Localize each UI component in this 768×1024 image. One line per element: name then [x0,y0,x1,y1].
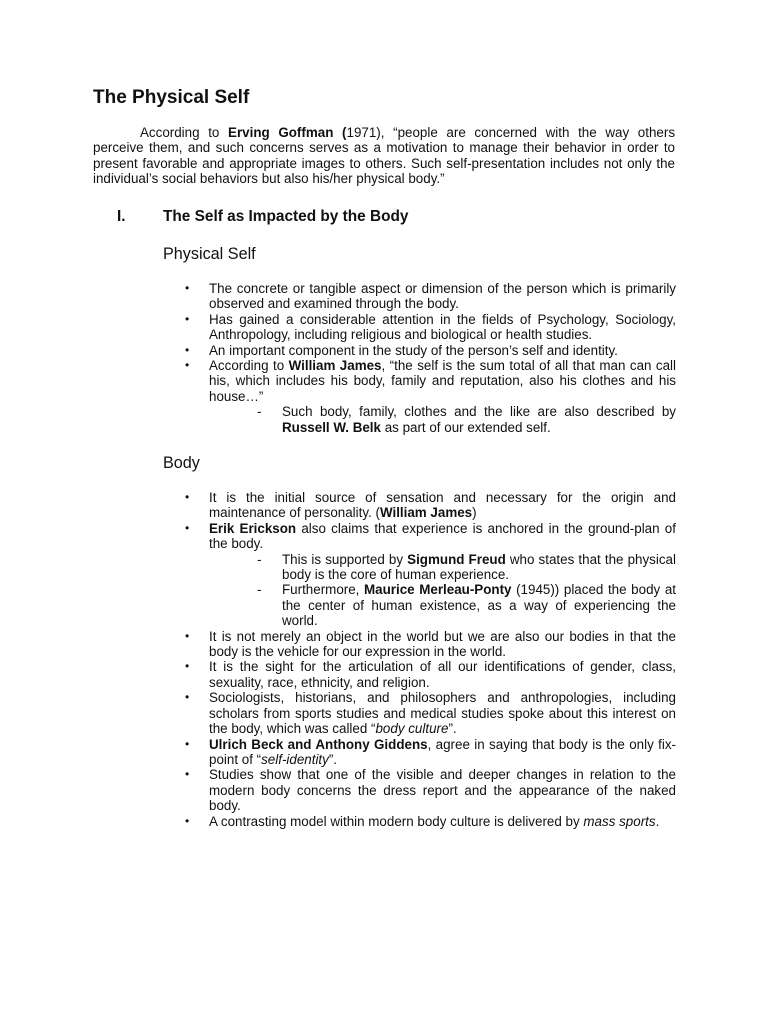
sub-list [209,552,676,629]
item-text: It is not merely an object in the world but we are also our bodies in that the body is the vehicle for our expression in the world. [209,628,676,660]
bullet-icon: • [185,767,190,782]
list-item [163,343,676,358]
person-name: William James [288,358,382,374]
item-text: A contrasting model within modern body culture is delivered by [209,813,584,829]
item-text: It is the initial source of sensation and necessary for the origin and maintenance of personality. ( [209,490,676,521]
dash-icon: - [257,404,262,420]
intro-paragraph [93,125,675,187]
item-text: The concrete or tangible aspect or dimension of the person which is primarily observed and examined through the body. [209,281,676,312]
sub-list-item [209,552,676,583]
item-text: It is the sight for the articulation of all our identifications of gender, class, sexuality, race, ethnicity, and religion. [209,659,676,690]
person-name: Sigmund Freud [407,551,506,567]
person-name: Ulrich Beck and Anthony Giddens [209,736,428,752]
intro-quote: 1971), “people are concerned with the way others perceive them, and such concerns serves as a motivation to manage their behavior in order to present favorable and appropriate images to others. Such self-presentation includes not only the individual’s social behaviors but also his/her physical body.” [93,125,676,187]
intro-author: Erving Goffman [228,125,334,140]
bullet-icon: • [185,813,190,828]
bullet-icon: • [185,311,190,326]
physical-self-heading: Physical Self [163,245,256,263]
dash-icon: - [257,551,262,567]
sub-list-item [209,582,676,628]
list-item [163,690,676,736]
item-text: Furthermore, [282,582,364,598]
bullet-icon: • [185,490,190,504]
list-item [163,281,676,312]
item-text: ”. [448,721,457,737]
item-text: According to [209,358,289,374]
intro-paren: ( [333,125,347,140]
item-text: An important component in the study of the person’s self and identity. [209,342,618,358]
bullet-icon: • [185,690,190,705]
document-title: The Physical Self [93,87,250,108]
sub-list [209,404,676,435]
physical-self-list [163,281,676,435]
emphasis-term: self-identity [261,751,329,767]
emphasis-term: mass sports [583,813,656,829]
list-item [163,659,676,690]
bullet-icon: • [185,358,190,373]
section-title: The Self as Impacted by the Body [163,208,409,225]
bullet-icon: • [185,659,190,674]
list-item [163,312,676,343]
list-item [163,814,676,829]
bullet-icon: • [185,342,190,357]
item-text: . [655,813,660,829]
section-heading [117,207,677,227]
item-text: , agree in saying that body is the only fix-point of “ [209,736,676,767]
bullet-icon: • [185,736,190,751]
emphasis-term: body culture [375,721,449,737]
item-text: Such body, family, clothes and the like are also described by [282,404,676,420]
item-text: , “the self is the sum total of all that man can call his, which includes his body, family and reputation, also his clothes and his house…” [209,358,677,404]
item-text: who states that the physical body is the core of human experience. [282,551,676,583]
person-name: Russell W. Belk [282,419,381,435]
list-item [163,358,676,435]
dash-icon: - [257,582,262,598]
item-text: ”. [328,751,338,767]
intro-text: According to [140,125,229,140]
person-name: Maurice Merleau-Ponty [364,582,512,598]
bullet-icon: • [185,628,190,643]
item-text: as part of our extended self. [380,419,551,435]
item-text: Sociologists, historians, and philosophers and anthropologies, including scholars from sports studies and medical studies spoke about this interest on the body, which was called “ [209,690,676,737]
item-text: Has gained a considerable attention in the fields of Psychology, Sociology, Anthropology, including religious and biological or health studies. [209,311,676,343]
bullet-icon: • [185,281,190,295]
list-item [163,767,676,813]
item-text: also claims that experience is anchored in the ground-plan of the body. [209,520,676,552]
list-item [163,737,676,768]
section-number: I. [117,208,126,225]
sub-list-item [209,404,676,435]
body-heading: Body [163,454,200,472]
body-list [163,490,676,829]
item-text: Studies show that one of the visible and deeper changes in relation to the modern body concerns the dress report and the appearance of the naked body. [209,767,676,814]
item-text: ) [472,505,477,521]
list-item [163,629,676,660]
bullet-icon: • [185,520,190,535]
item-text: (1945)) placed the body at the center of human existence, as a way of experiencing the world. [282,582,676,629]
list-item [163,521,676,629]
list-item [163,490,676,521]
person-name: Erik Erickson [209,520,297,536]
person-name: William James [379,505,473,521]
item-text: This is supported by [282,551,408,567]
